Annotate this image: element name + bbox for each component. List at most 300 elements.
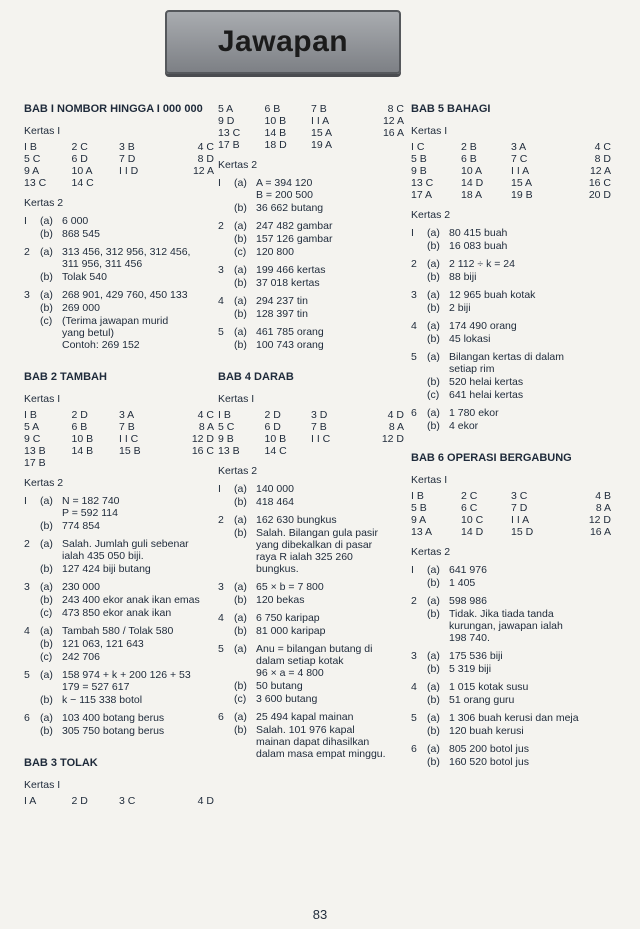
answer-text: 6 000 bbox=[62, 215, 89, 227]
answer-cell: 5 C bbox=[24, 153, 41, 165]
answer-text: 268 901, 429 760, 450 133 bbox=[62, 289, 188, 301]
answer-cell: 9 C bbox=[24, 433, 41, 445]
answer-text: Tambah 580 / Tolak 580 bbox=[62, 625, 174, 637]
part-label: (b) bbox=[234, 496, 247, 508]
question-number: I bbox=[24, 215, 27, 227]
answer-item bbox=[411, 407, 611, 419]
part-label: (a) bbox=[234, 483, 247, 495]
answer-list bbox=[411, 564, 611, 768]
paper-heading: Kertas 2 bbox=[411, 546, 451, 558]
part-label: (c) bbox=[427, 389, 440, 401]
answer-text: 12 965 buah kotak bbox=[449, 289, 536, 301]
answer-cell: 9 B bbox=[411, 165, 427, 177]
answer-cell: 16 C bbox=[588, 177, 611, 189]
answer-cell: 4 C bbox=[197, 409, 214, 421]
answer-text: 199 466 kertas bbox=[256, 264, 326, 276]
part-label: (b) bbox=[234, 527, 247, 539]
answer-cell: 14 D bbox=[461, 526, 484, 538]
answer-text: 418 464 bbox=[256, 496, 294, 508]
answer-item bbox=[218, 612, 404, 624]
answer-cell: 10 A bbox=[461, 165, 483, 177]
part-label: (a) bbox=[427, 320, 440, 332]
answer-item bbox=[411, 302, 611, 314]
part-label: (b) bbox=[427, 694, 440, 706]
question-number bbox=[218, 527, 234, 575]
answer-text: 461 785 orang bbox=[256, 326, 324, 338]
question-number bbox=[411, 376, 427, 388]
question-number: 2 bbox=[411, 595, 417, 607]
answer-item bbox=[411, 351, 611, 375]
part-label: (a) bbox=[40, 538, 53, 550]
part-label: (b) bbox=[234, 339, 247, 351]
question-number bbox=[218, 202, 234, 214]
answer-text: 65 × b = 7 800 bbox=[256, 581, 324, 593]
answer-cell: 7 D bbox=[119, 153, 136, 165]
question-number bbox=[24, 651, 40, 663]
part-label: (a) bbox=[427, 227, 440, 239]
answer-text: Bilangan kertas di dalam setiap rim bbox=[449, 351, 564, 375]
answer-cell: 5 C bbox=[218, 421, 235, 433]
answer-cell: 6 D bbox=[71, 153, 88, 165]
answer-text: 2 112 ÷ k = 24 bbox=[449, 258, 515, 270]
question-number bbox=[411, 420, 427, 432]
answer-cell: 8 A bbox=[198, 421, 214, 433]
answer-item bbox=[411, 376, 611, 388]
answer-cell: 12 A bbox=[192, 165, 214, 177]
question-number: 4 bbox=[411, 681, 417, 693]
chapter-heading: BAB 6 OPERASI BERGABUNG bbox=[411, 452, 572, 464]
answer-item bbox=[24, 302, 214, 314]
part-label: (b) bbox=[427, 376, 440, 388]
answer-text: 140 000 bbox=[256, 483, 294, 495]
answer-item bbox=[24, 607, 214, 619]
part-label: (a) bbox=[234, 643, 247, 655]
part-label: (a) bbox=[234, 581, 247, 593]
part-label: (a) bbox=[427, 681, 440, 693]
answer-cell: 4 C bbox=[594, 141, 611, 153]
answer-text: 80 415 buah bbox=[449, 227, 508, 239]
answer-text: 45 lokasi bbox=[449, 333, 491, 345]
answer-text: 6 750 karipap bbox=[256, 612, 320, 624]
answer-cell: 3 A bbox=[511, 141, 527, 153]
answer-text: 868 545 bbox=[62, 228, 100, 240]
question-number: 2 bbox=[218, 220, 224, 232]
answer-item bbox=[24, 563, 214, 575]
answer-cell bbox=[311, 445, 358, 457]
part-label: (a) bbox=[234, 514, 247, 526]
answer-text: 103 400 botang berus bbox=[62, 712, 165, 724]
part-label: (b) bbox=[234, 233, 247, 245]
answer-cell: 6 B bbox=[71, 421, 88, 433]
answer-text: 3 600 butang bbox=[256, 693, 318, 705]
answer-cell: 18 D bbox=[264, 139, 287, 151]
answer-cell bbox=[358, 139, 405, 151]
answer-item bbox=[218, 581, 404, 593]
question-number: 5 bbox=[24, 669, 30, 681]
answer-text: 128 397 tin bbox=[256, 308, 308, 320]
answer-grid bbox=[411, 490, 611, 538]
answer-cell: 16 A bbox=[382, 127, 404, 139]
answer-item bbox=[24, 215, 214, 227]
answer-cell: 12 A bbox=[589, 165, 611, 177]
answer-item bbox=[24, 725, 214, 737]
answer-cell: 18 A bbox=[461, 189, 483, 201]
part-label: (a) bbox=[427, 289, 440, 301]
question-number: I bbox=[218, 483, 221, 495]
answer-item bbox=[411, 694, 611, 706]
answer-cell: 13 A bbox=[411, 526, 433, 538]
column-1 bbox=[24, 103, 214, 813]
answer-cell: 6 D bbox=[264, 421, 281, 433]
answer-text: 50 butang bbox=[256, 680, 303, 692]
answer-cell: 2 C bbox=[461, 490, 478, 502]
answer-item bbox=[24, 638, 214, 650]
question-number bbox=[24, 725, 40, 737]
answer-cell: 6 C bbox=[461, 502, 478, 514]
question-number bbox=[218, 680, 234, 692]
answer-cell: 14 B bbox=[71, 445, 94, 457]
answer-cell: 2 B bbox=[461, 141, 477, 153]
answer-text: 269 000 bbox=[62, 302, 100, 314]
answer-cell: 2 D bbox=[71, 409, 88, 421]
answer-item bbox=[218, 246, 404, 258]
question-number bbox=[218, 308, 234, 320]
answer-cell: 8 D bbox=[197, 153, 214, 165]
paper-heading: Kertas 2 bbox=[218, 465, 258, 477]
answer-cell: 5 B bbox=[411, 502, 427, 514]
question-number bbox=[411, 333, 427, 345]
answer-item bbox=[411, 227, 611, 239]
question-number: 3 bbox=[218, 581, 224, 593]
part-label: (b) bbox=[40, 694, 53, 706]
question-number bbox=[411, 271, 427, 283]
answer-item bbox=[24, 246, 214, 270]
answer-text: 121 063, 121 643 bbox=[62, 638, 144, 650]
question-number bbox=[218, 339, 234, 351]
answer-item bbox=[218, 693, 404, 705]
answer-item bbox=[411, 577, 611, 589]
answer-item bbox=[218, 308, 404, 320]
question-number: 6 bbox=[411, 407, 417, 419]
part-label: (b) bbox=[40, 638, 53, 650]
part-label: (b) bbox=[234, 202, 247, 214]
answer-item bbox=[411, 681, 611, 693]
part-label: (a) bbox=[427, 712, 440, 724]
answer-text: 120 buah kerusi bbox=[449, 725, 524, 737]
answer-cell: 5 A bbox=[24, 421, 40, 433]
answer-cell: 14 C bbox=[264, 445, 287, 457]
answer-cell: 4 C bbox=[197, 141, 214, 153]
chapter-heading: BAB 2 TAMBAH bbox=[24, 371, 107, 383]
answer-cell: 16 C bbox=[191, 445, 214, 457]
answer-item bbox=[411, 258, 611, 270]
answer-item bbox=[218, 724, 404, 760]
answer-cell: 8 A bbox=[388, 421, 404, 433]
question-number: 4 bbox=[218, 612, 224, 624]
answer-item bbox=[24, 289, 214, 301]
answer-item bbox=[411, 271, 611, 283]
answer-cell: 16 A bbox=[589, 526, 611, 538]
paper-heading: Kertas I bbox=[411, 125, 448, 137]
answer-cell: 9 A bbox=[24, 165, 40, 177]
part-label: (a) bbox=[40, 581, 53, 593]
answer-cell: 10 B bbox=[71, 433, 94, 445]
question-number bbox=[411, 663, 427, 675]
part-label: (b) bbox=[427, 725, 440, 737]
answer-cell: I I A bbox=[511, 165, 530, 177]
answer-item bbox=[411, 240, 611, 252]
answer-item bbox=[411, 289, 611, 301]
answer-cell: 9 A bbox=[411, 514, 427, 526]
answer-item bbox=[411, 320, 611, 332]
answer-item bbox=[24, 538, 214, 562]
answer-item bbox=[218, 625, 404, 637]
answer-cell: 8 A bbox=[595, 502, 611, 514]
part-label: (b) bbox=[40, 228, 53, 240]
answer-cell: 9 D bbox=[218, 115, 235, 127]
answer-item bbox=[24, 228, 214, 240]
answer-item bbox=[411, 650, 611, 662]
question-number: 5 bbox=[218, 326, 224, 338]
page-title: Jawapan bbox=[217, 25, 349, 58]
answer-text: 313 456, 312 956, 312 456, 311 956, 311 456 bbox=[62, 246, 191, 270]
answer-item bbox=[218, 527, 404, 575]
answer-text: Tidak. Jika tiada tanda kurungan, jawapan ialah 198 740. bbox=[449, 608, 563, 644]
answer-cell: 13 C bbox=[218, 127, 241, 139]
question-number bbox=[218, 233, 234, 245]
answer-text: 157 126 gambar bbox=[256, 233, 333, 245]
part-label: (b) bbox=[234, 277, 247, 289]
part-label: (c) bbox=[40, 651, 53, 663]
question-number: 6 bbox=[411, 743, 417, 755]
answer-cell: 5 A bbox=[218, 103, 234, 115]
answer-cell bbox=[167, 177, 215, 189]
question-number: 3 bbox=[411, 289, 417, 301]
answer-text: 37 018 kertas bbox=[256, 277, 320, 289]
answer-cell: 10 B bbox=[264, 433, 287, 445]
answer-text: 36 662 butang bbox=[256, 202, 324, 214]
answer-list bbox=[24, 495, 214, 737]
answer-cell: 17 B bbox=[24, 457, 46, 469]
answer-item bbox=[218, 339, 404, 351]
answer-text: 158 974 + k + 200 126 + 53 179 = 527 617 bbox=[62, 669, 191, 693]
part-label: (a) bbox=[234, 295, 247, 307]
answer-cell: 20 D bbox=[588, 189, 611, 201]
answer-text: 230 000 bbox=[62, 581, 100, 593]
question-number: 2 bbox=[411, 258, 417, 270]
answer-cell: 17 B bbox=[218, 139, 240, 151]
answer-cell: 4 D bbox=[387, 409, 404, 421]
answer-item bbox=[24, 594, 214, 606]
part-label: (a) bbox=[40, 215, 53, 227]
paper-heading: Kertas 2 bbox=[218, 159, 258, 171]
question-number bbox=[24, 315, 40, 351]
answer-item bbox=[24, 315, 214, 351]
answer-text: A = 394 120 B = 200 500 bbox=[256, 177, 313, 201]
answer-cell: 12 D bbox=[588, 514, 611, 526]
answer-item bbox=[218, 496, 404, 508]
answer-text: 294 237 tin bbox=[256, 295, 308, 307]
answer-text: 305 750 botang berus bbox=[62, 725, 165, 737]
answer-item bbox=[218, 514, 404, 526]
question-number: 3 bbox=[218, 264, 224, 276]
answer-item bbox=[218, 643, 404, 679]
question-number bbox=[24, 520, 40, 532]
part-label: (b) bbox=[234, 594, 247, 606]
chapter-heading: BAB I NOMBOR HINGGA I 000 000 bbox=[24, 103, 203, 115]
answer-cell: 15 D bbox=[511, 526, 534, 538]
answer-cell: 3 A bbox=[119, 409, 135, 421]
answer-cell: 15 B bbox=[119, 445, 141, 457]
answer-text: 473 850 ekor anak ikan bbox=[62, 607, 172, 619]
question-number bbox=[218, 625, 234, 637]
answer-cell: 10 A bbox=[71, 165, 93, 177]
question-number: I bbox=[218, 177, 221, 189]
part-label: (b) bbox=[427, 240, 440, 252]
question-number: 3 bbox=[24, 581, 30, 593]
answer-text: 160 520 botol jus bbox=[449, 756, 529, 768]
answer-grid bbox=[411, 141, 611, 201]
part-label: (b) bbox=[427, 577, 440, 589]
question-number: 3 bbox=[411, 650, 417, 662]
answer-text: 81 000 karipap bbox=[256, 625, 326, 637]
answer-cell: I B bbox=[24, 141, 37, 153]
answer-text: 598 986 bbox=[449, 595, 487, 607]
question-number bbox=[411, 608, 427, 644]
answer-cell: 3 D bbox=[311, 409, 328, 421]
answer-cell: 13 B bbox=[218, 445, 240, 457]
answer-item bbox=[24, 651, 214, 663]
answer-item bbox=[411, 712, 611, 724]
part-label: (b) bbox=[234, 724, 247, 736]
part-label: (b) bbox=[40, 302, 53, 314]
paper-heading: Kertas 2 bbox=[411, 209, 451, 221]
answer-text: Tolak 540 bbox=[62, 271, 107, 283]
answer-text: 120 800 bbox=[256, 246, 294, 258]
part-label: (a) bbox=[40, 669, 53, 681]
answer-item bbox=[24, 694, 214, 706]
paper-heading: Kertas I bbox=[411, 474, 448, 486]
answer-text: 1 306 buah kerusi dan meja bbox=[449, 712, 579, 724]
answer-cell: 8 C bbox=[387, 103, 404, 115]
question-number bbox=[24, 302, 40, 314]
answer-list bbox=[411, 227, 611, 432]
column-3 bbox=[411, 103, 611, 769]
question-number: 2 bbox=[24, 538, 30, 550]
part-label: (a) bbox=[427, 650, 440, 662]
part-label: (a) bbox=[427, 595, 440, 607]
answer-cell: 3 C bbox=[511, 490, 528, 502]
answer-cell: 4 D bbox=[197, 795, 214, 807]
answer-item bbox=[411, 608, 611, 644]
answer-item bbox=[218, 264, 404, 276]
question-number bbox=[411, 302, 427, 314]
question-number bbox=[411, 389, 427, 401]
answer-item bbox=[218, 233, 404, 245]
answer-item bbox=[411, 420, 611, 432]
answer-text: 243 400 ekor anak ikan emas bbox=[62, 594, 200, 606]
part-label: (b) bbox=[427, 302, 440, 314]
answer-text: 1 780 ekor bbox=[449, 407, 499, 419]
answer-cell: I B bbox=[218, 409, 231, 421]
answer-item bbox=[218, 202, 404, 214]
question-number: 4 bbox=[24, 625, 30, 637]
part-label: (a) bbox=[234, 711, 247, 723]
part-label: (a) bbox=[234, 177, 247, 189]
answer-cell: 13 B bbox=[24, 445, 46, 457]
paper-heading: Kertas I bbox=[218, 393, 255, 405]
part-label: (b) bbox=[40, 725, 53, 737]
answer-text: 4 ekor bbox=[449, 420, 479, 432]
answer-text: Salah. 101 976 kapal mainan dapat dihasilkan dalam masa empat minggu. bbox=[256, 724, 386, 760]
answer-item bbox=[218, 220, 404, 232]
question-number: 4 bbox=[218, 295, 224, 307]
answer-item bbox=[24, 669, 214, 693]
part-label: (a) bbox=[427, 407, 440, 419]
part-label: (a) bbox=[234, 612, 247, 624]
answer-grid bbox=[24, 409, 214, 469]
part-label: (b) bbox=[40, 271, 53, 283]
part-label: (a) bbox=[40, 495, 53, 507]
answer-cell: I I C bbox=[119, 433, 139, 445]
answer-item bbox=[24, 581, 214, 593]
paper-heading: Kertas 2 bbox=[24, 477, 64, 489]
part-label: (a) bbox=[427, 351, 440, 363]
column-2 bbox=[218, 103, 404, 761]
question-number bbox=[24, 228, 40, 240]
answer-text: 162 630 bungkus bbox=[256, 514, 337, 526]
answer-cell bbox=[119, 457, 167, 469]
answer-cell: 3 B bbox=[119, 141, 135, 153]
answer-text: 242 706 bbox=[62, 651, 100, 663]
part-label: (b) bbox=[427, 420, 440, 432]
question-number bbox=[24, 563, 40, 575]
part-label: (b) bbox=[427, 756, 440, 768]
part-label: (a) bbox=[40, 289, 53, 301]
part-label: (c) bbox=[234, 246, 247, 258]
answer-item bbox=[218, 326, 404, 338]
answer-grid bbox=[218, 103, 404, 151]
answer-text: 88 biji bbox=[449, 271, 477, 283]
answer-cell: 7 B bbox=[311, 421, 327, 433]
answer-cell: 6 B bbox=[461, 153, 477, 165]
question-number bbox=[218, 724, 234, 760]
question-number: I bbox=[411, 564, 414, 576]
question-number bbox=[411, 756, 427, 768]
question-number bbox=[218, 693, 234, 705]
question-number: 5 bbox=[218, 643, 224, 655]
question-number: 5 bbox=[411, 351, 417, 363]
answer-cell: 12 D bbox=[191, 433, 214, 445]
answer-item bbox=[411, 595, 611, 607]
answer-cell: 19 B bbox=[511, 189, 533, 201]
answer-text: 805 200 botol jus bbox=[449, 743, 529, 755]
part-label: (a) bbox=[427, 564, 440, 576]
answer-cell: 13 C bbox=[411, 177, 434, 189]
question-number bbox=[411, 725, 427, 737]
answer-cell: I I D bbox=[119, 165, 139, 177]
question-number bbox=[24, 694, 40, 706]
paper-heading: Kertas I bbox=[24, 125, 61, 137]
part-label: (b) bbox=[427, 663, 440, 675]
answer-item bbox=[24, 520, 214, 532]
answer-item bbox=[218, 680, 404, 692]
answer-cell: 6 B bbox=[264, 103, 281, 115]
question-number: 4 bbox=[411, 320, 417, 332]
answer-cell: 5 B bbox=[411, 153, 427, 165]
answer-text: N = 182 740 P = 592 114 bbox=[62, 495, 120, 519]
answer-text: 1 015 kotak susu bbox=[449, 681, 529, 693]
